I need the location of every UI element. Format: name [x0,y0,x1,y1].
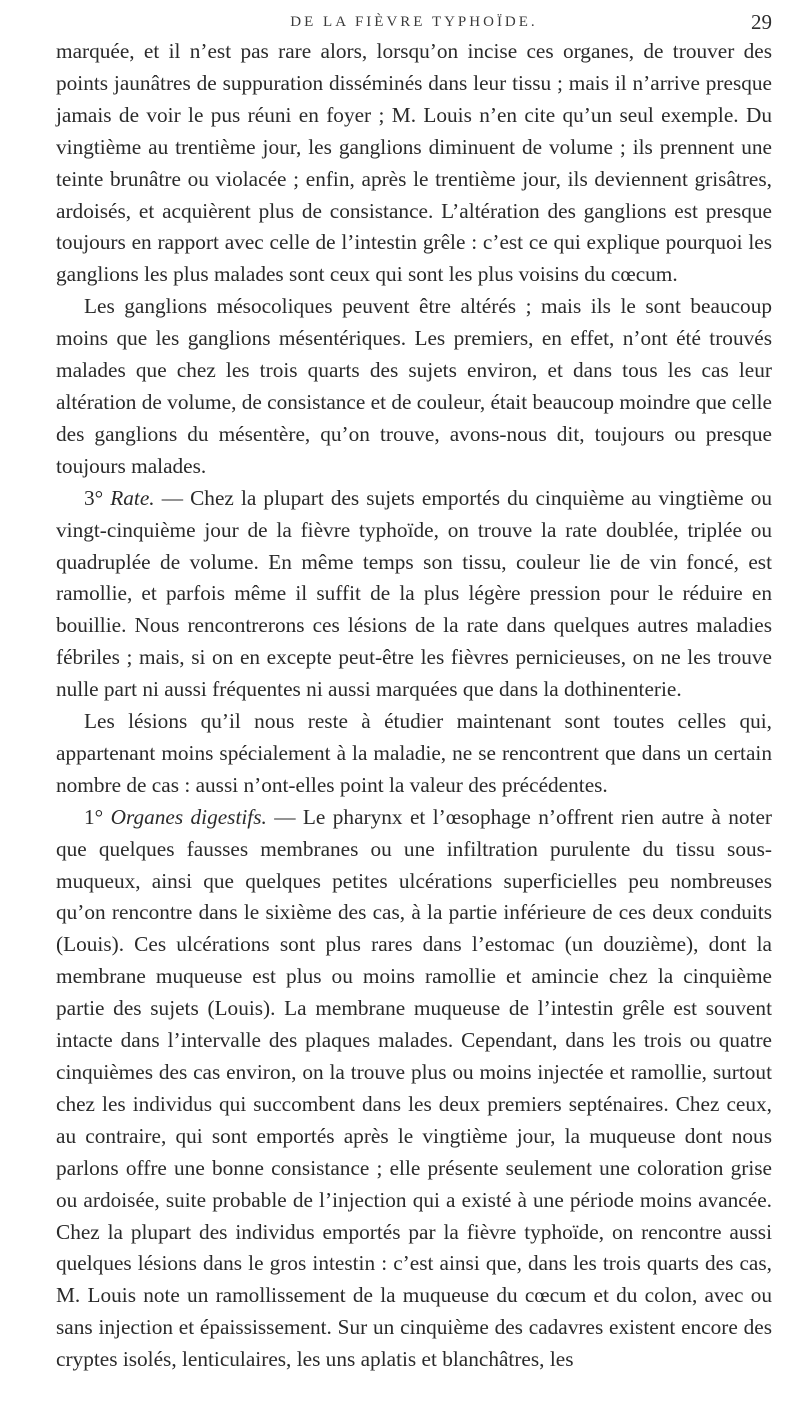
paragraph-ganglions-continued [56,36,772,291]
paragraph-remaining-lesions [56,706,772,802]
page-number: 29 [751,10,772,34]
page-header [56,8,772,38]
section-number: 1° [84,804,111,829]
section-heading: Organes digestifs. [110,804,267,829]
paragraph-organes-digestifs [56,802,772,1376]
paragraph-rate [56,483,772,706]
section-number: 3° [84,485,111,510]
section-heading: Rate. [110,485,155,510]
paragraph-text: Les ganglions mésocoliques peuvent être altérés ; mais ils le sont beaucoup moins que les ganglions mésentériques. Les premiers, en effet, n’ont été trouvés malades que chez les trois quarts des sujets environ, et dans tous les cas leur altération de volume, de consistance et de couleur, était beaucoup moindre que celle des ganglions du mésentère, qu’on trouve, avons-nous dit, toujours ou presque toujours malades. [56,294,772,478]
paragraph-text: — Chez la plupart des sujets emportés du cinquième au vingtième ou vingt-cinquième jour de la fièvre typhoïde, on trouve la rate doublée, triplée ou quadruplée de volume. En même temps son tissu, couleur lie de vin foncé, est ramollie, et parfois même il suffit de la plus légère pression pour le réduire en bouillie. Nous rencontrerons ces lésions de la rate dans quelques autres maladies fébriles ; mais, si on en excepte peut-être les fièvres pernicieuses, on ne les trouve nulle part ni aussi fréquentes ni aussi marquées que dans la dothinenterie. [56,485,772,702]
paragraph-text: Les lésions qu’il nous reste à étudier maintenant sont toutes celles qui, appartenant moins spécialement à la maladie, ne se rencontrent que dans un certain nombre de cas : aussi n’ont-elles point la valeur des précédentes. [56,709,772,797]
running-head: DE LA FIÈVRE TYPHOÏDE. [290,14,538,30]
paragraph-text: marquée, et il n’est pas rare alors, lorsqu’on incise ces organes, de trouver des points jaunâtres de suppuration disséminés dans leur tissu ; mais il n’arrive presque jamais de voir le pus réuni en foyer ; M. Louis n’en cite qu’un seul exemple. Du vingtième au trentième jour, les ganglions diminuent de volume ; ils prennent une teinte brunâtre ou violacée ; enfin, après le trentième jour, ils deviennent grisâtres, ardoisés, et acquièrent plus de consistance. L’altération des ganglions est presque toujours en rapport avec celle de l’intestin grêle : c’est ce qui explique pourquoi les ganglions les plus malades sont ceux qui sont les plus voisins du cœcum. [56,39,772,287]
paragraph-mesocolic-ganglions [56,291,772,482]
body-text [56,36,772,1376]
paragraph-text: — Le pharynx et l’œsophage n’offrent rien autre à noter que quelques fausses membranes ou une infiltration purulente du tissu sous-muqueux, ainsi que quelques petites ulcérations superficielles peu nombreuses qu’on rencontre dans le sixième des cas, à la partie inférieure de ces deux conduits (Louis). Ces ulcérations sont plus rares dans l’estomac (un douzième), dont la membrane muqueuse est plus ou moins ramollie et amincie chez la cinquième partie des sujets (Louis). La membrane muqueuse de l’intestin grêle est souvent intacte dans l’intervalle des plaques malades. Cependant, dans les trois ou quatre cinquièmes des cas environ, on la trouve plus ou moins injectée et ramollie, surtout chez les individus qui succombent dans les deux premiers septénaires. Chez ceux, au contraire, qui sont emportés après le vingtième jour, la muqueuse dont nous parlons offre une bonne consistance ; elle présente seulement une coloration grise ou ardoisée, suite probable de l’injection qui a existé à une période moins avancée. Chez la plupart des individus emportés par la fièvre typhoïde, on rencontre aussi quelques lésions dans le gros intestin : c’est ainsi que, dans les trois quarts des cas, M. Louis note un ramollissement de la muqueuse du cœcum et du colon, avec ou sans injection et épaississement. Sur un cinquième des cadavres existent encore des cryptes isolés, lenticulaires, les uns aplatis et blanchâtres, les [56,804,772,1372]
